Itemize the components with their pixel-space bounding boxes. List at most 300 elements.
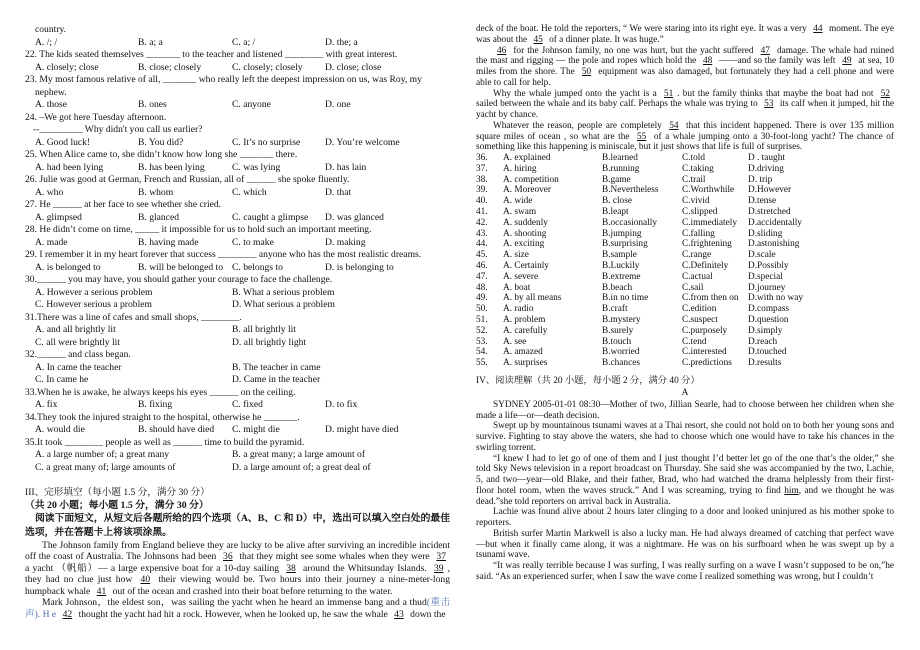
question-item [25,224,450,249]
left-column [25,24,450,621]
answer-option[interactable]: A. glimpsed [35,211,82,223]
answer-option[interactable]: C.sail [682,282,704,293]
answer-option[interactable]: A. see [503,336,527,347]
answer-option[interactable]: A. surprises [503,358,548,369]
answer-option[interactable]: A. who [35,186,64,198]
passage-label: A [681,388,689,399]
options-row [25,162,450,175]
passage-text: sailed between the whale and its baby calf. Perhaps the whale was trying to [476,99,761,110]
blank-46: 46 [497,45,507,56]
cloze-passage-left [25,540,450,621]
answer-option[interactable]: A. /; / [35,36,58,48]
answer-option[interactable]: C.trail [682,174,706,185]
question-item [25,312,450,350]
blank-44: 44 [813,24,823,34]
question-number: 43. [476,228,488,239]
blank-49: 49 [842,56,852,67]
answer-option[interactable]: B. whom [138,186,174,198]
blank-38: 38 [286,562,296,574]
answer-option[interactable]: D. that [325,186,352,198]
right-column [476,24,894,583]
answer-option[interactable]: A. by all means [503,293,562,304]
blank-41: 41 [96,585,107,597]
blank-51: 51 [663,88,674,99]
answer-option[interactable]: A. In came the teacher [35,361,122,373]
question-stem: 22. The kids seated themselves _______ to the teacher and listened ________ with great interest. [25,49,398,60]
answer-option[interactable]: B.learned [602,153,638,163]
answer-option[interactable]: B.mystery [602,314,641,325]
options-table-row [476,283,894,294]
answer-option[interactable]: B.jumping [602,228,642,239]
passage-text: “It was really terrible because I was surfing, I was really surfing on a wave I wasn’t supposed to be on,”he said. “As an experienced surfer, when I saw the wave come I realized something was wrong, but I couldn’t [476,561,894,582]
question-stem: 27. He ______ at her face to see whether she cried. [25,199,222,210]
options-table-row [476,196,894,207]
passage-text: . but the family thinks that maybe the boat had not [677,88,877,99]
question-item [25,199,450,224]
answer-option[interactable]: D. to fix [325,399,358,410]
blank-36: 36 [223,551,233,563]
blank-47: 47 [760,45,770,56]
options-row [25,237,450,250]
paragraph [476,529,894,561]
answer-option[interactable]: B.running [602,163,640,174]
answer-option[interactable]: C.taking [682,163,714,174]
answer-option[interactable]: A. hiring [503,163,537,174]
question-item [25,112,450,150]
answer-option[interactable]: B.worried [602,347,640,358]
options-row [25,374,450,387]
question-number: 46. [476,260,488,271]
answer-option[interactable]: B.occasionally [602,217,657,228]
answer-option[interactable]: A. shooting [503,228,547,239]
question-number: 38. [476,174,488,185]
answer-option[interactable]: D. making [325,236,366,248]
answer-option[interactable]: C.edition [682,304,717,315]
answer-option[interactable]: C.falling [682,228,715,239]
multiple-choice-section [25,24,450,474]
passage-text: Mark Johnson，the eldest son，was sailing the yacht when he heard an immense bang and a thud [42,597,427,609]
question-number: 53. [476,336,488,347]
answer-option[interactable]: C. was lying [232,161,281,173]
answer-option[interactable]: B. What a serious problem [232,286,335,298]
question-stem: 32.______ and class began. [25,349,131,360]
answer-option[interactable]: B.in no time [602,293,649,304]
answer-option[interactable]: B. should have died [138,424,215,435]
options-row [25,299,450,312]
answer-option[interactable]: D.Possibly [748,260,789,271]
question-number: 50. [476,304,488,315]
options-table-row [476,175,894,186]
answer-option[interactable]: D. was glanced [325,211,384,223]
options-row [25,324,450,337]
options-row [25,212,450,225]
options-table-row [476,272,894,283]
answer-option[interactable]: B.extreme [602,271,641,282]
options-row [25,137,450,150]
answer-option[interactable]: C.suspect [682,314,718,325]
options-row [25,399,450,412]
answer-option[interactable]: B. has been lying [138,161,205,173]
cloze-passage-right [476,24,894,153]
gloss-note: (重击声). H e [25,597,451,621]
question-number: 54. [476,347,488,358]
answer-option[interactable]: D.stretched [748,206,791,217]
answer-option[interactable]: A. exciting [503,239,545,250]
question-item [25,249,450,274]
options-table-row [476,250,894,261]
passage-text: at sea, 10 miles from the shore. The [476,56,894,77]
question-stem: 34.They took the injured straight to the hospital, otherwise he _______. [25,411,300,423]
answer-option[interactable]: D.sliding [748,228,783,239]
question-item [25,437,450,475]
answer-option[interactable]: A. suddenly [503,217,548,228]
answer-option[interactable]: C. to make [232,236,274,248]
question-number: 55. [476,358,488,369]
options-row [25,62,450,75]
answer-option[interactable]: A. and all brightly lit [35,324,116,335]
question-item [25,349,450,387]
answer-option[interactable]: C.range [682,250,712,261]
answer-option[interactable]: A. would die [35,424,85,435]
question-number: 45. [476,250,488,261]
question-item [25,274,450,312]
question-number: 39. [476,185,488,196]
answer-option[interactable]: A. made [35,236,68,248]
answer-option[interactable]: A. Certainly [503,260,549,271]
question-stem: 23. My most famous relative of all, _______ who really left the deepest impression on us, was Roy, my [25,74,422,85]
question-item [25,149,450,174]
answer-option[interactable]: A. radio [503,304,534,315]
answer-option[interactable]: C. a; / [232,36,256,48]
paragraph [476,46,894,89]
answer-option[interactable]: B. You did? [138,136,184,148]
answer-option[interactable]: C. caught a glimpse [232,211,309,223]
answer-option[interactable]: B.sample [602,250,637,261]
question-number: 40. [476,196,488,207]
passage-text: around the Whitsunday Islands. [299,562,430,574]
answer-option[interactable]: A. carefully [503,325,548,336]
question-number: 41. [476,206,488,217]
answer-option[interactable]: D.driving [748,163,784,174]
answer-option[interactable]: D.touched [748,347,787,358]
blank-42: 42 [62,609,73,621]
answer-option[interactable]: D.simply [748,325,783,336]
answer-option[interactable]: D.tense [748,196,777,207]
answer-option[interactable]: B.chances [602,358,640,369]
passage-text: of a whale jumping onto a 30-foot-long yacht? The chance of something like this happening is miniscale, but it just shows that life is full of surprises. [476,131,894,153]
passage-text: Why the whale jumped onto the yacht is a [493,88,660,99]
answer-option[interactable]: C.Worthwhile [682,185,735,196]
answer-option[interactable]: A. amazed [503,347,543,358]
answer-option[interactable]: B. a great many; a large amount of [232,449,366,460]
blank-50: 50 [581,67,592,77]
options-row [25,187,450,200]
question-number: 52. [476,325,488,336]
answer-option[interactable]: A. However a serious problem [35,286,153,298]
paragraph [476,421,894,453]
passage-text: that this incident happened. There is over 135 million square miles of ocean , so what are the [476,120,894,142]
passage-text: Swept up by mountainous tsunami waves at a Thai resort, she could not hold on to both her young sons and survive. Fighting to stay above the waters, she had to choose which one would have to take his chances in the swirling torrent. [476,421,894,453]
question-number: 44. [476,239,488,250]
question-item [25,174,450,199]
question-number: 37. [476,163,488,174]
answer-option[interactable]: B.touch [602,336,632,347]
options-row [25,424,450,437]
options-row [25,337,450,350]
answer-option[interactable]: B. close [602,196,632,207]
answer-option[interactable]: D. one [325,99,351,110]
answer-option[interactable]: D.compass [748,304,790,315]
answer-option[interactable]: A. those [35,99,67,110]
answer-option[interactable]: C. all were brightly lit [35,336,120,348]
answer-option[interactable]: A. size [503,250,529,261]
answer-option[interactable]: D. all brightly light [232,336,307,348]
passage-text: , and we thought he was dead.”she told reporters on arrival back in Australia. [476,485,894,507]
answer-option[interactable]: B. The teacher in came [232,361,321,373]
answer-option[interactable]: D.with no way [748,293,804,304]
question-stem: 26. Julie was good at German, French and Russian, all of ______ she spoke fluently. [25,174,350,185]
answer-option[interactable]: C.slipped [682,206,718,217]
options-row [25,287,450,300]
question-number: 51. [476,314,488,325]
answer-option[interactable]: D.special [748,271,783,282]
passage-text: their viewing would be. Two hours into their journey a nine-meter-long humpback whale [25,574,450,597]
section4-title: IV、阅读理解（共 20 小题，每小题 2 分，满分 40 分） [476,375,700,386]
options-row [25,362,450,375]
passage-text: ——and so the family was left [716,56,839,67]
question-item [25,49,450,74]
blank-55: 55 [637,131,647,142]
answer-option[interactable]: D . taught [748,153,785,163]
question-number: 36. [476,153,488,163]
options-table-row [476,185,894,196]
passage-text: thought the yacht had hit a rock. However, when he looked up, he saw the whale [76,609,391,621]
options-table-row [476,207,894,218]
passage-text: of a dinner plate. It was huge.” [546,34,664,45]
answer-option[interactable]: B. ones [138,99,167,110]
answer-option[interactable]: A. a large number of; a great many [35,449,170,460]
answer-option[interactable]: D. is belonging to [325,261,394,273]
answer-option[interactable]: D.reach [748,336,778,347]
answer-option[interactable]: B.surprising [602,239,648,250]
answer-option[interactable]: A. closely; close [35,61,99,73]
passage-text: down the [407,609,446,621]
answer-option[interactable]: A. boat [503,282,531,293]
blank-54: 54 [669,120,679,131]
paragraph [25,597,450,620]
section3-title: III、完形填空（每小题 1.5 分，满分 30 分） [25,486,210,498]
question-stem: 24. –We got here Tuesday afternoon. [25,111,167,123]
question-stem: 33.When he is awake, he always keeps his eyes ______ on the ceiling. [25,386,296,398]
answer-option[interactable]: C.frightening [682,239,732,250]
passage-text: SYDNEY 2005-01-01 08:30—Mother of two, Jillian Searle, had to choose between her children when she made a life—or—death decision. [476,399,894,421]
answer-option[interactable]: C. anyone [232,99,271,110]
blank-48: 48 [702,56,713,67]
answer-option[interactable]: B. close; closely [138,61,202,73]
question-stem: 29. I remember it in my heart forever that success ________ anyone who has the most realistic dreams. [25,249,422,260]
options-table-row [476,164,894,175]
answer-option[interactable]: C.Definitely [682,260,729,271]
question-stem: country. [35,24,67,35]
passage-text: deck of the boat. He told the reporters, “ We were staring into its right eye. It was a very [476,24,810,34]
cloze-options-table [476,153,894,369]
question-item [25,387,450,412]
answer-option[interactable]: D.astonishing [748,239,800,250]
paragraph [25,540,450,598]
blank-52: 52 [880,88,891,99]
answer-option[interactable]: C. closely; closely [232,61,303,73]
answer-option[interactable]: D. might have died [325,424,399,435]
paragraph [476,561,894,583]
question-stem: 28. He didn’t come on time, _____ it impossible for us to hold such an important meeting. [25,224,372,235]
options-table-row [476,337,894,348]
blank-40: 40 [140,574,151,586]
underlined-word: him [784,485,799,496]
answer-option[interactable]: A. swam [503,206,537,217]
answer-option[interactable]: B.Nevertheless [602,185,659,196]
answer-option[interactable]: D.question [748,314,789,325]
options-table-row [476,347,894,358]
paragraph [476,507,894,529]
answer-option[interactable]: C.vivid [682,196,710,207]
section3-subtitle: （共 20 小题；每小题 1.5 分，满分 30 分） [25,500,209,511]
answer-option[interactable]: C. which [232,186,267,198]
answer-option[interactable]: B. glanced [138,211,180,223]
passage-text: that they might see some whales when they were [236,551,433,563]
answer-option[interactable]: B. fixing [138,399,173,410]
answer-option[interactable]: C.purposely [682,325,728,336]
answer-option[interactable]: D. has lain [325,161,367,173]
answer-option[interactable]: D. Came in the teacher [232,374,321,385]
options-table-row [476,304,894,315]
options-table-row [476,261,894,272]
passage-text: damage. The whale had ruined the mast and rigging — the pole and ropes which hold the [476,45,894,67]
options-table-row [476,153,894,164]
answer-option[interactable]: B.beach [602,282,633,293]
answer-option[interactable]: C. belongs to [232,261,283,273]
options-table-row [476,229,894,240]
answer-option[interactable]: D. a large amount of; a great deal of [232,461,371,473]
answer-option[interactable]: D. You’re welcome [325,136,400,148]
question-number: 48. [476,282,488,293]
paragraph [476,454,894,508]
answer-option[interactable]: A. severe [503,271,539,282]
answer-option[interactable]: C. It’s no surprise [232,136,301,148]
question-stem: 30.______ you may have, you should gather your courage to face the challenge. [25,274,333,285]
answer-option[interactable]: C.tend [682,336,707,347]
question-item [25,24,450,49]
answer-option[interactable]: B. having made [138,236,199,248]
answer-option[interactable]: A. is belonged to [35,261,101,273]
answer-option[interactable]: C. In came he [35,374,89,385]
answer-option[interactable]: D. the; a [325,36,358,48]
options-table-row [476,218,894,229]
question-stem: 25. When Alice came to, she didn’t know how long she _______ there. [25,149,298,160]
options-row [25,37,450,50]
options-table-row [476,326,894,337]
answer-option[interactable]: C.actual [682,271,713,282]
answer-option[interactable]: D.However [748,185,792,196]
answer-option[interactable]: C.from then on [682,293,739,304]
answer-option[interactable]: D.results [748,358,782,369]
answer-option[interactable]: A. had been lying [35,161,104,173]
options-row [25,462,450,475]
question-number: 47. [476,271,488,282]
answer-option[interactable]: B. will be belonged to [138,261,223,273]
answer-option[interactable]: D. close; close [325,61,382,73]
section3-instruction: 阅读下面短文，从短文后各题所给的四个选项（A、B、C 和 D）中，选出可以填入空白处的最佳选项，并在答题卡上将该项涂黑。 [25,512,450,538]
answer-option[interactable]: B.craft [602,304,628,315]
answer-option[interactable]: B.Luckily [602,260,640,271]
options-row [25,449,450,462]
answer-option[interactable]: A. wide [503,196,533,207]
passage-text: out of the ocean and crashed into their boat before returning to the water. [110,585,393,597]
passage-text: for the Johnson family, no one was hurt, but the yacht suffered [510,45,757,56]
blank-37: 37 [436,551,446,563]
answer-option[interactable]: C.interested [682,347,727,358]
answer-option[interactable]: C.predictions [682,358,732,369]
answer-option[interactable]: B.surely [602,325,634,336]
answer-option[interactable]: C.told [682,153,705,163]
answer-option[interactable]: A. Good luck! [35,136,91,148]
options-table-row [476,358,894,369]
answer-option[interactable]: C. a great many of; large amounts of [35,461,176,473]
answer-option[interactable]: D.accidentally [748,217,802,228]
question-number: 42. [476,217,488,228]
question-stem: --_________ Why didn't you call us earlier? [33,124,203,135]
answer-option[interactable]: C. fixed [232,399,263,410]
passage-text: equipment was also damaged, but fortunately they had a cell phone and were able to call for help. [476,67,894,88]
reading-passage-a [476,400,894,583]
answer-option[interactable]: A. competition [503,174,559,185]
passage-text: The Johnson family from England believe they are lucky to be alive after surviving an incredible incident off the coast of Australia. The Johnsons had been [25,539,450,563]
blank-53: 53 [764,99,774,110]
answer-option[interactable]: A. explained [503,153,551,163]
options-table-row [476,293,894,304]
answer-option[interactable]: C.immediately [682,217,737,228]
answer-option[interactable]: D. What serious a problem [232,299,335,310]
passage-text: Lachie was found alive about 2 hours later clinging to a door and looked uninjured as his mother spoke to reporters. [476,507,894,529]
options-row [25,262,450,275]
answer-option[interactable]: B.leapt [602,206,629,217]
answer-option[interactable]: B. a; a [138,36,163,48]
question-stem: nephew. [35,86,67,98]
answer-option[interactable]: D.journey [748,282,786,293]
answer-option[interactable]: B. all brightly lit [232,324,296,335]
passage-text: moment. The eye was about the [476,24,894,45]
answer-option[interactable]: A. problem [503,314,546,325]
options-table-row [476,315,894,326]
blank-45: 45 [533,34,543,45]
passage-text: its calf when it jumped, hit the yacht by chance. [476,99,894,120]
passage-text: a yacht （帆船）— a large expensive boat for a 10-day sailing [25,562,283,574]
answer-option[interactable]: A. Moreover [503,185,552,196]
answer-option[interactable]: D. trip [748,174,773,185]
answer-option[interactable]: B.game [602,174,631,185]
question-item [25,74,450,112]
paragraph [476,400,894,422]
passage-text: , they had no clue just how [25,562,450,586]
answer-option[interactable]: C. However serious a problem [35,299,152,310]
question-stem: 35.It took ________ people as well as ______ time to build the pyramid. [25,436,305,448]
answer-option[interactable]: A. fix [35,399,58,410]
question-item [25,412,450,437]
options-row [25,99,450,112]
answer-option[interactable]: D.scale [748,250,776,261]
paragraph [476,121,894,153]
passage-text: British surfer Martin Markwell is also a lucky man. He had always dreamed of catching that perfect wave—but when it finally came along, it was a nightmare. He was on his surfboard when he was swept up by a tsunami wave. [476,528,894,561]
answer-option[interactable]: C. might die [232,424,280,435]
